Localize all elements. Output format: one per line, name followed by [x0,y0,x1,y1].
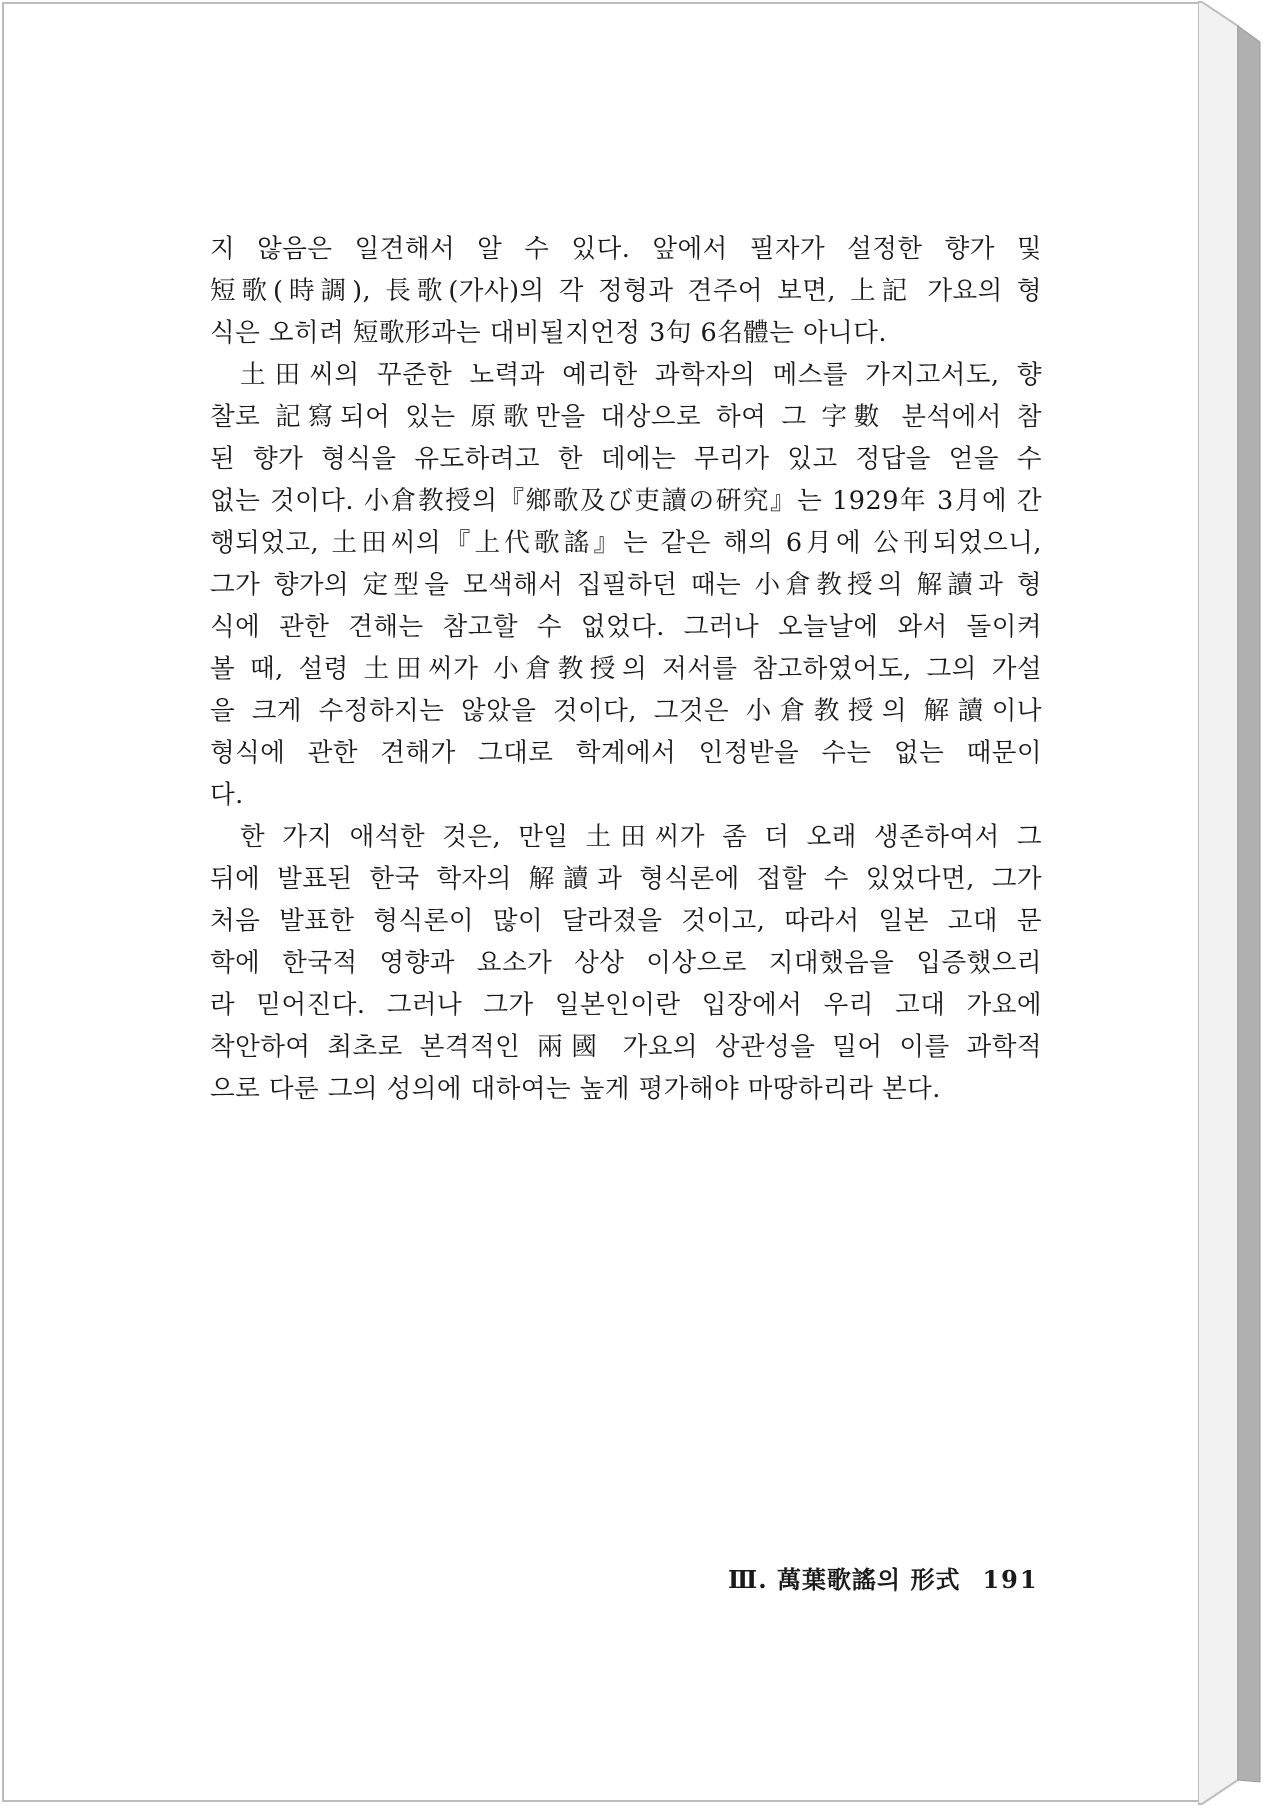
paragraph [210,228,1042,354]
book-edge-decoration [1198,0,1262,1806]
text-line: 土田씨의 꾸준한 노력과 예리한 과학자의 메스를 가지고서도, 향 [240,360,1042,390]
text-line: 된 향가 형식을 유도하려고 한 데에는 무리가 있고 정답을 얻을 수 [210,444,1042,474]
text-line: 지 않음은 일견해서 알 수 있다. 앞에서 필자가 설정한 향가 및 [210,234,1042,264]
text-line: 없는 것이다. 小倉教授의『鄉歌及び吏讀の硏究』는 1929年 3月에 간 [210,486,1042,516]
text-line: 학에 한국적 영향과 요소가 상상 이상으로 지대했음을 입증했으리 [210,948,1042,978]
text-line: 처음 발표한 형식론이 많이 달라졌을 것이고, 따라서 일본 고대 문 [210,906,1042,936]
text-line: 뒤에 발표된 한국 학자의 解讀과 형식론에 접할 수 있었다면, 그가 [210,864,1042,894]
footer-section-title: Ⅲ. 萬葉歌謠의 形式 [728,1565,961,1594]
text-line: 短歌(時調), 長歌(가사)의 각 정형과 견주어 보면, 上記 가요의 형 [210,276,1042,306]
text-line: 형식에 관한 견해가 그대로 학계에서 인정받을 수는 없는 때문이 [210,738,1042,768]
paragraph [210,354,1042,816]
text-line: 다. [210,780,244,810]
text-line: 식에 관한 견해는 참고할 수 없었다. 그러나 오늘날에 와서 돌이켜 [210,612,1042,642]
text-line: 한 가지 애석한 것은, 만일 土田씨가 좀 더 오래 생존하여서 그 [240,822,1042,852]
body-text [210,228,1042,1110]
text-line: 찰로 記寫되어 있는 原歌만을 대상으로 하여 그 字數 분석에서 참 [210,402,1042,432]
paragraph [210,816,1042,1110]
page-number: 191 [982,1565,1039,1594]
text-line: 볼 때, 설령 土田씨가 小倉教授의 저서를 참고하였어도, 그의 가설 [210,654,1042,684]
book-page [2,2,1198,1802]
text-line: 라 믿어진다. 그러나 그가 일본인이란 입장에서 우리 고대 가요에 [210,990,1042,1020]
running-footer [728,1560,1058,1595]
text-line: 식은 오히려 短歌形과는 대비될지언정 3句 6名體는 아니다. [210,318,887,348]
text-line: 으로 다룬 그의 성의에 대하여는 높게 평가해야 마땅하리라 본다. [210,1074,941,1104]
text-line: 을 크게 수정하지는 않았을 것이다, 그것은 小倉教授의 解讀이나 [210,696,1042,726]
text-line: 행되었고, 土田씨의『上代歌謠』는 같은 해의 6月에 公刊되었으니, [210,528,1042,558]
text-line: 그가 향가의 定型을 모색해서 집필하던 때는 小倉教授의 解讀과 형 [210,570,1042,600]
text-line: 착안하여 최초로 본격적인 兩國 가요의 상관성을 밀어 이를 과학적 [210,1032,1042,1062]
